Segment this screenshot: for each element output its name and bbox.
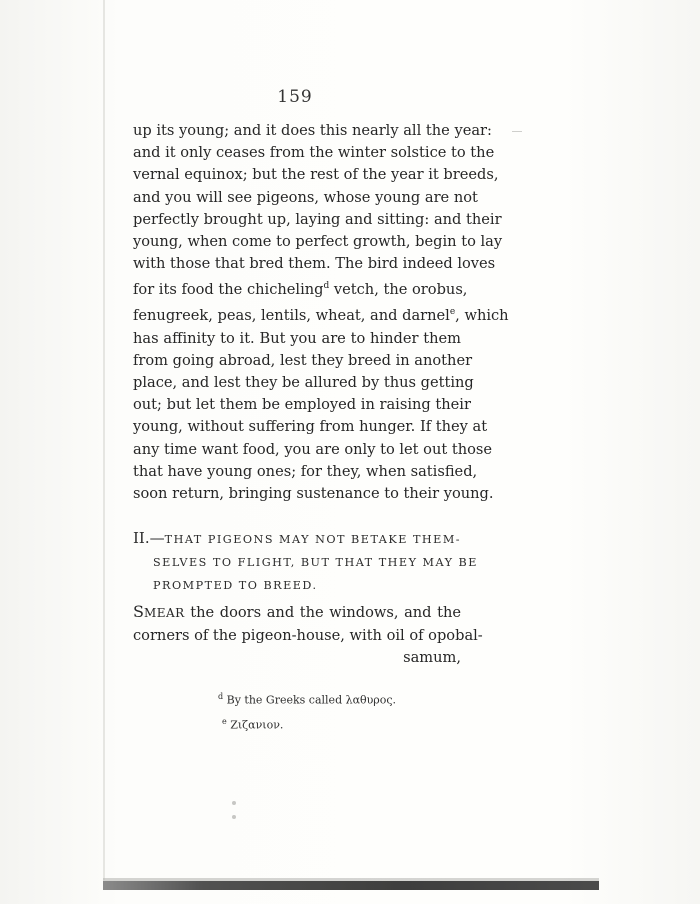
text-line: samum,	[403, 649, 461, 666]
text-line: that have young ones; for they, when satisfied,	[133, 462, 478, 480]
section-heading	[133, 527, 478, 597]
text-line: young, without suffering from hunger. If they at	[133, 418, 488, 436]
heading-line: SELVES TO FLIGHT, BUT THAT THEY MAY BE	[153, 556, 478, 569]
text-line: place, and lest they be allured by thus getting	[133, 373, 474, 391]
text-segment: , which	[455, 307, 509, 325]
text-line: and it only ceases from the winter solstice to the	[133, 144, 495, 162]
paper-speck	[232, 801, 236, 805]
heading-line	[133, 527, 463, 551]
paper-speck	[232, 815, 236, 819]
text-segment: vetch, the orobus,	[329, 281, 468, 299]
text-line: perfectly brought up, laying and sitting: and their	[133, 210, 502, 228]
text-line: and you will see pigeons, whose young are not	[133, 188, 478, 206]
small-caps-word: MEAR	[143, 606, 185, 620]
text-line-with-footnote	[133, 301, 509, 327]
text-line	[133, 601, 461, 625]
text-line: out; but let them be employed in raising their	[133, 396, 471, 414]
text-line: with those that bred them. The bird indeed loves	[133, 255, 496, 273]
text-line: young, when come to perfect growth, begin to lay	[133, 233, 503, 251]
heading-line: PROMPTED TO BREED.	[153, 579, 318, 592]
text-line: has affinity to it. But you are to hinder them	[133, 329, 461, 347]
text-line: corners of the pigeon-house, with oil of opobal-	[133, 626, 483, 644]
text-line-with-footnote	[133, 275, 468, 301]
section-number: II.—	[133, 529, 165, 547]
footnote-text: By the Greeks called λαθυρος.	[223, 693, 397, 707]
footnote-marker: d	[218, 692, 224, 701]
page-bottom-edge	[103, 881, 599, 890]
footnote-marker: e	[449, 307, 456, 318]
text-line: from going abroad, lest they breed in another	[133, 351, 473, 369]
drop-cap: S	[133, 602, 144, 621]
text-line: soon return, bringing sustenance to their young.	[133, 484, 494, 502]
footnote-marker: e	[222, 716, 227, 726]
text-line: vernal equinox; but the rest of the year it breeds,	[133, 166, 499, 184]
text-segment: for its food the chicheling	[133, 281, 324, 299]
text-line: up its young; and it does this nearly all the year:	[133, 122, 492, 139]
footnote	[218, 711, 478, 736]
body-paragraph	[133, 120, 509, 505]
footnote-marker: d	[323, 281, 330, 292]
footnotes	[218, 686, 478, 735]
page-number: 159	[277, 87, 313, 107]
footnote	[218, 686, 478, 711]
heading-text: THAT PIGEONS MAY NOT BETAKE THEM-	[164, 533, 462, 546]
margin-mark	[512, 131, 522, 132]
body-paragraph	[133, 601, 483, 670]
footnote-text: Ζιζανιον.	[226, 718, 284, 732]
text-segment: fenugreek, peas, lentils, wheat, and darnel	[133, 307, 450, 325]
page-edge-shadow	[103, 0, 105, 880]
text-segment: the doors and the windows, and the	[184, 604, 461, 621]
text-line: any time want food, you are only to let out those	[133, 440, 493, 458]
